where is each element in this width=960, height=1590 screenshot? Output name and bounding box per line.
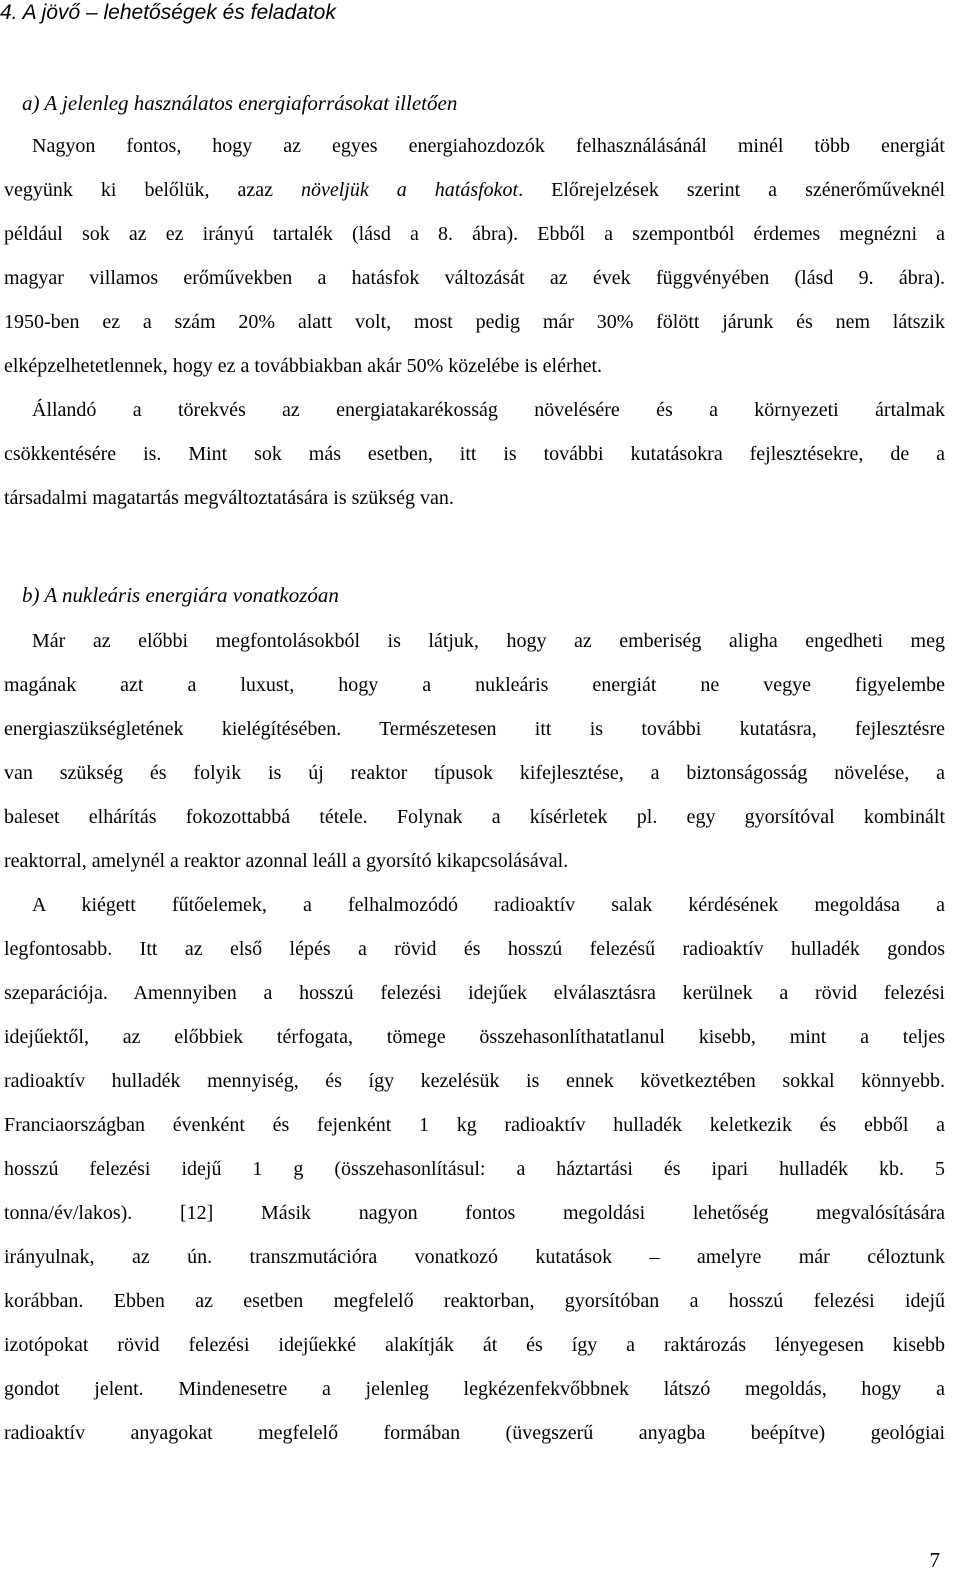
text-line: radioaktív hulladék mennyiség, és így kezelésük is ennek következtében sokkal könnyebb. (4, 1070, 945, 1092)
text-line: reaktorral, amelynél a reaktor azonnal leáll a gyorsító kikapcsolásával. (4, 850, 569, 872)
text-line: korábban. Ebben az esetben megfelelő reaktorban, gyorsítóban a hosszú felezési idejű (4, 1290, 945, 1312)
text-line: Nagyon fontos, hogy az egyes energiahozdozók felhasználásánál minél több energiát (32, 135, 945, 157)
section-a-body (4, 124, 945, 520)
text-line: magának azt a luxust, hogy a nukleáris energiát ne vegye figyelembe (4, 674, 945, 696)
text-line: társadalmi magatartás megváltoztatására is szükség van. (4, 487, 454, 509)
text-segment: vegyünk ki belőlük, azaz (4, 179, 301, 201)
chapter-title: 4. A jövő – lehetőségek és feladatok (0, 1, 336, 24)
text-line: 1950-ben ez a szám 20% alatt volt, most pedig már 30% fölött járunk és nem látszik (4, 311, 945, 333)
text-line: tonna/év/lakos). [12] Másik nagyon fontos megoldási lehetőség megvalósítására (4, 1202, 945, 1224)
text-line: gondot jelent. Mindenesetre a jelenleg legkézenfekvőbbnek látszó megoldás, hogy a (4, 1378, 945, 1400)
text-line: irányulnak, az ún. transzmutációra vonatkozó kutatások – amelyre már céloztunk (4, 1246, 945, 1268)
text-line: A kiégett fűtőelemek, a felhalmozódó radioaktív salak kérdésének megoldása a (32, 894, 945, 916)
text-line: energiaszükségletének kielégítésében. Természetesen itt is további kutatásra, fejlesztésre (4, 718, 945, 740)
text-line: Franciaországban évenként és fejenként 1 kg radioaktív hulladék keletkezik és ebből a (4, 1114, 945, 1136)
page-number: 7 (929, 1548, 940, 1572)
section-b-heading: b) A nukleáris energiára vonatkozóan (22, 583, 339, 607)
text-line: legfontosabb. Itt az első lépés a rövid és hosszú felezésű radioaktív hulladék gondos (4, 938, 945, 960)
text-line: például sok az ez irányú tartalék (lásd a 8. ábra). Ebből a szempontból érdemes megnézni a (4, 223, 945, 245)
text-line (4, 168, 945, 212)
emphasized-text: növeljük a hatásfokot (301, 179, 519, 201)
section-b-body (4, 619, 945, 1455)
section-a-heading: a) A jelenleg használatos energiaforrásokat illetően (22, 91, 458, 115)
text-line: szeparációja. Amennyiben a hosszú felezési idejűek elválasztásra kerülnek a rövid felezési (4, 982, 945, 1004)
text-line: izotópokat rövid felezési idejűekké alakítják át és így a raktározás lényegesen kisebb (4, 1334, 945, 1356)
text-line: Már az előbbi megfontolásokból is látjuk, hogy az emberiség aligha engedheti meg (32, 630, 945, 652)
text-line: Állandó a törekvés az energiatakarékosság növelésére és a környezeti ártalmak (32, 399, 945, 421)
text-line: hosszú felezési idejű 1 g (összehasonlításul: a háztartási és ipari hulladék kb. 5 (4, 1158, 945, 1180)
text-line: idejűektől, az előbbiek térfogata, tömege összehasonlíthatatlanul kisebb, mint a teljes (4, 1026, 945, 1048)
text-line: magyar villamos erőművekben a hatásfok változását az évek függvényében (lásd 9. ábra). (4, 267, 945, 289)
text-segment: . Előrejelzések szerint a szénerőműveknél (518, 179, 946, 201)
text-line: elképzelhetetlennek, hogy ez a továbbiakban akár 50% közelébe is elérhet. (4, 355, 603, 377)
text-line: csökkentésére is. Mint sok más esetben, itt is további kutatásokra fejlesztésekre, de a (4, 443, 945, 465)
text-line: radioaktív anyagokat megfelelő formában (üvegszerű anyagba beépítve) geológiai (4, 1422, 945, 1444)
text-line: baleset elhárítás fokozottabbá tétele. Folynak a kísérletek pl. egy gyorsítóval kombinált (4, 806, 945, 828)
text-line: van szükség és folyik is új reaktor típusok kifejlesztése, a biztonságosság növelése, a (4, 762, 945, 784)
